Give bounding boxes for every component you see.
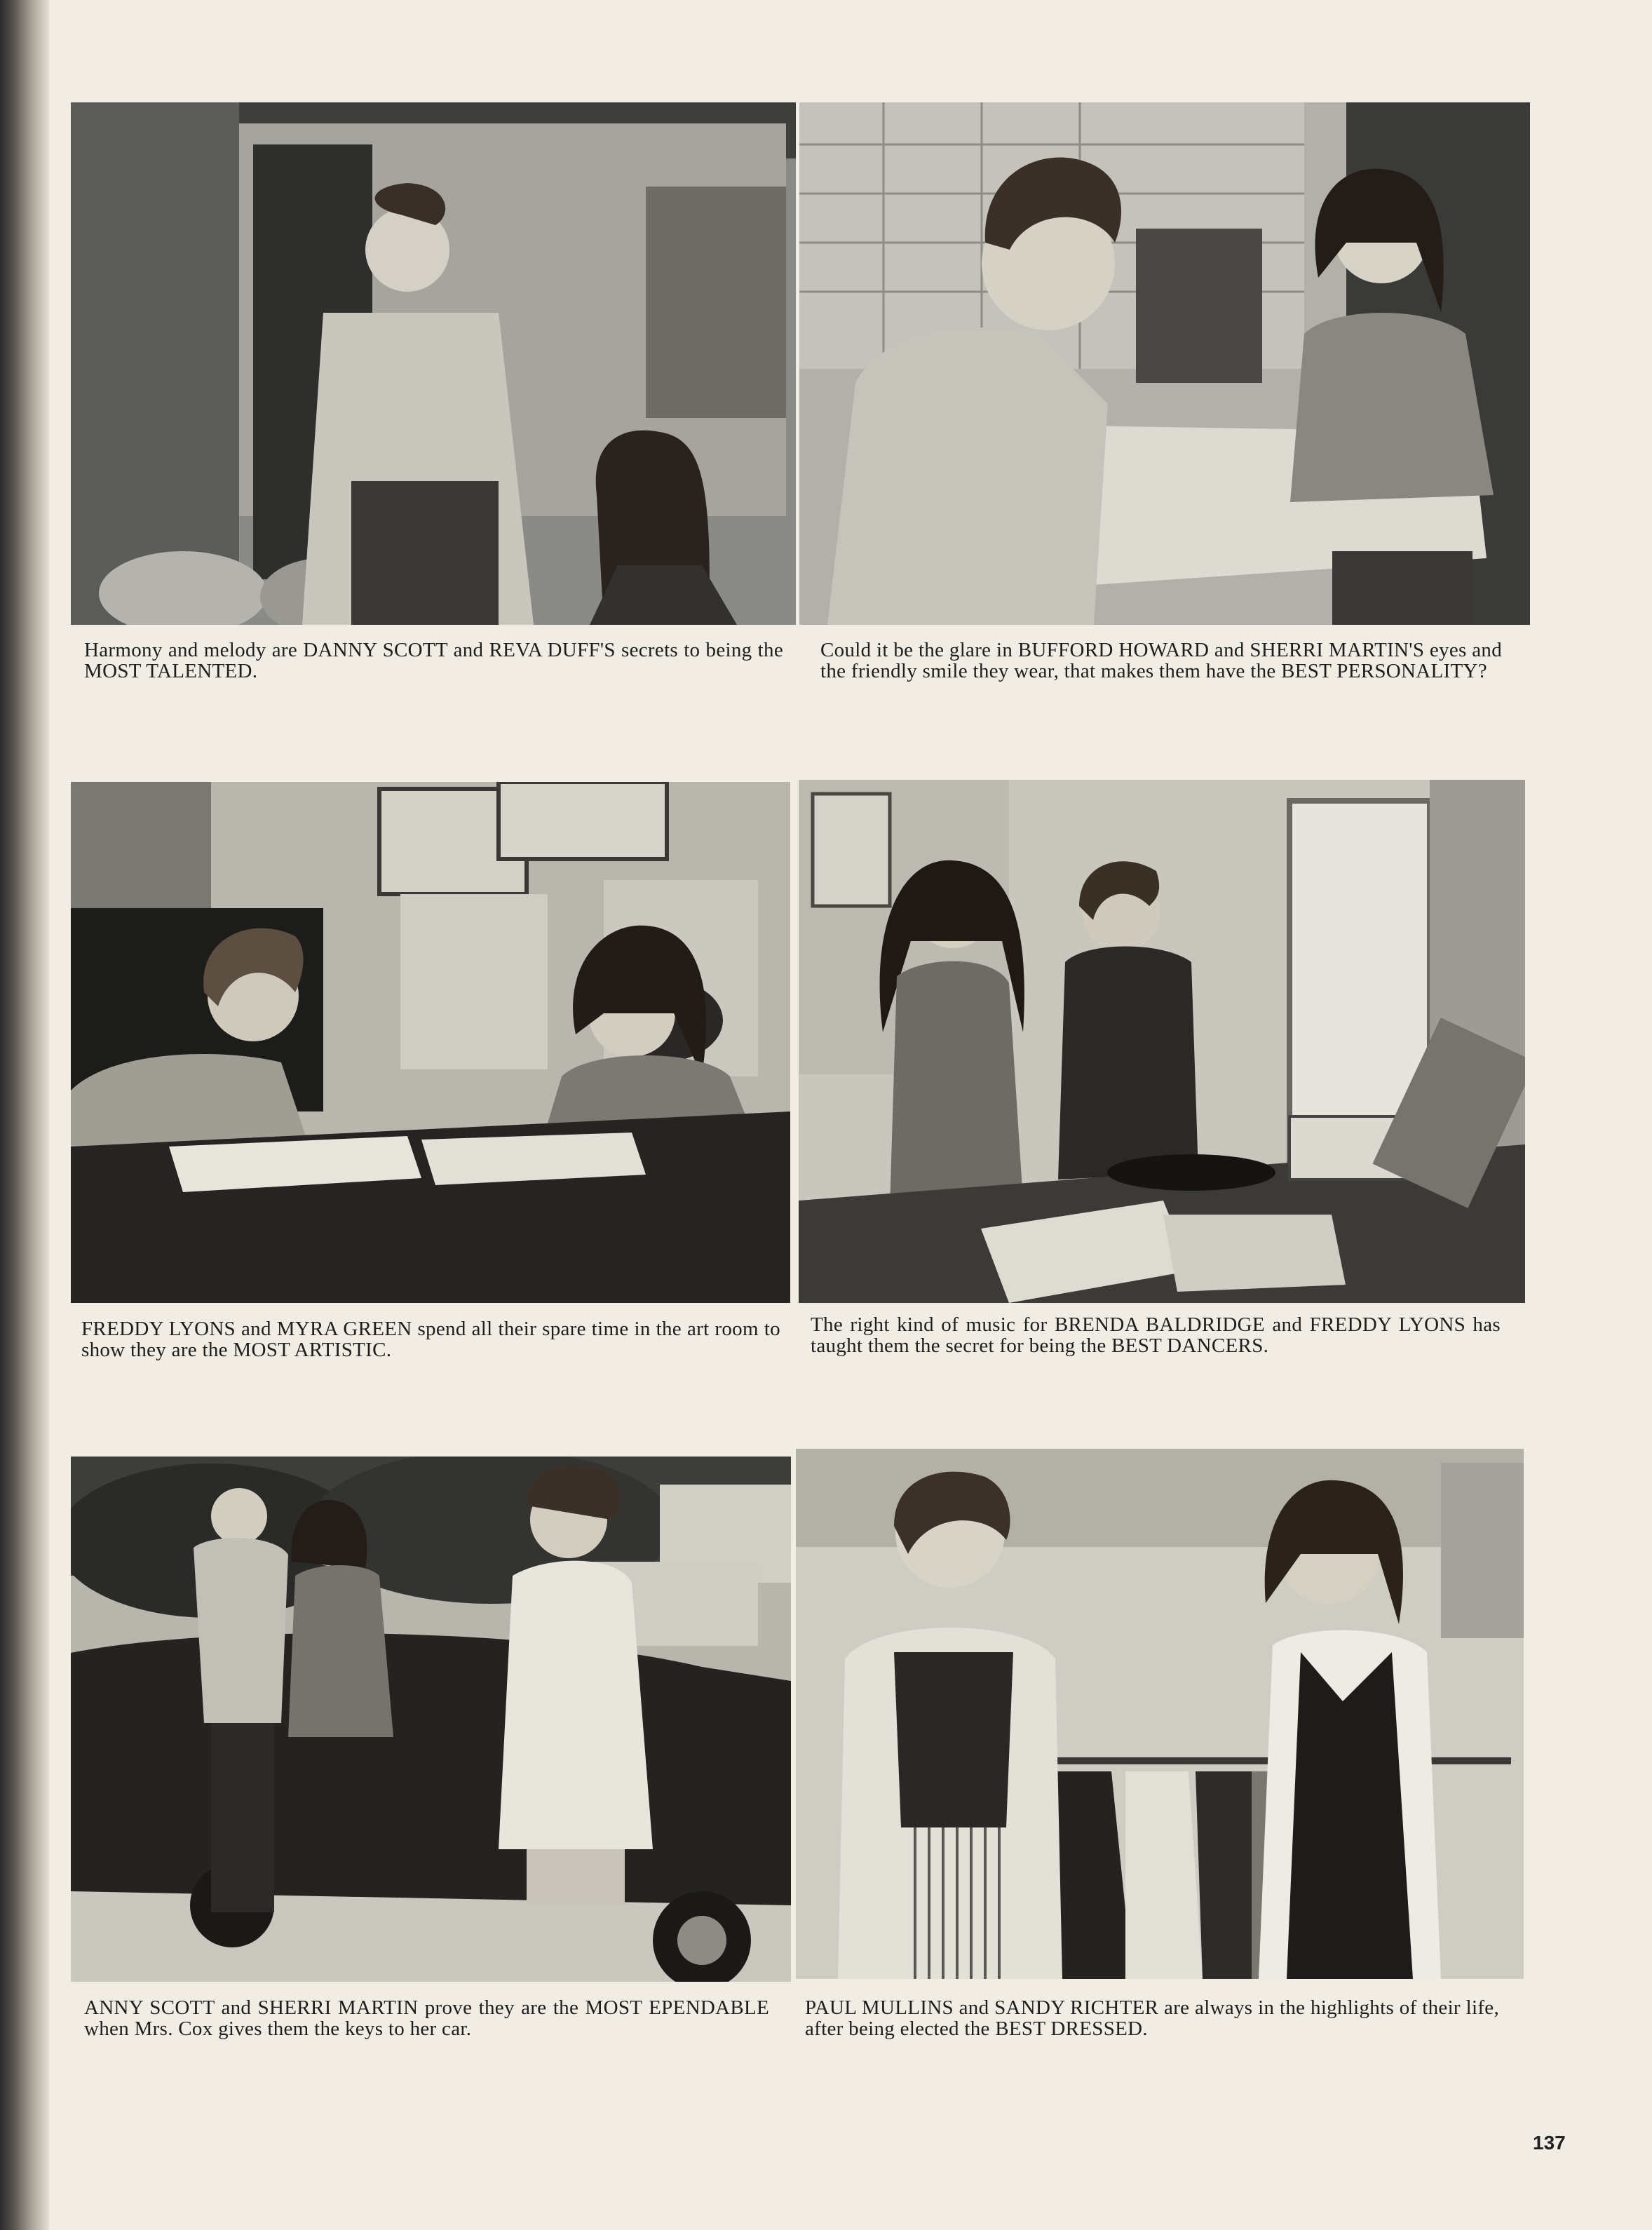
photo-most-dependable [71,1457,791,1982]
photo-best-dancers [799,780,1525,1303]
photo-most-talented [71,102,796,625]
caption-most-dependable: ANNY SCOTT and SHERRI MARTIN prove they are the MOST EPENDABLE when Mrs. Cox gives them the keys to her car. [84,1996,769,2040]
photo-best-dressed [796,1449,1524,1979]
caption-best-dressed: PAUL MULLINS and SANDY RICHTER are always in the highlights of their life, after being elected the BEST DRESSED. [805,1996,1499,2040]
photo-most-artistic [71,782,790,1303]
caption-most-talented: Harmony and melody are DANNY SCOTT and REVA DUFF'S secrets to being the MOST TALENTED. [84,639,783,682]
caption-best-dancers: The right kind of music for BRENDA BALDRIDGE and FREDDY LYONS has taught them the secret for being the BEST DANCERS. [811,1313,1501,1357]
caption-most-artistic: FREDDY LYONS and MYRA GREEN spend all their spare time in the art room to show they are the MOST ARTISTIC. [81,1318,780,1361]
photo-best-personality [799,102,1530,625]
caption-best-personality: Could it be the glare in BUFFORD HOWARD and SHERRI MARTIN'S eyes and the friendly smile they wear, that makes them have the BEST PERSONALITY? [820,639,1502,682]
page-number: 137 [1533,2132,1566,2154]
binding-shadow [0,0,49,2230]
